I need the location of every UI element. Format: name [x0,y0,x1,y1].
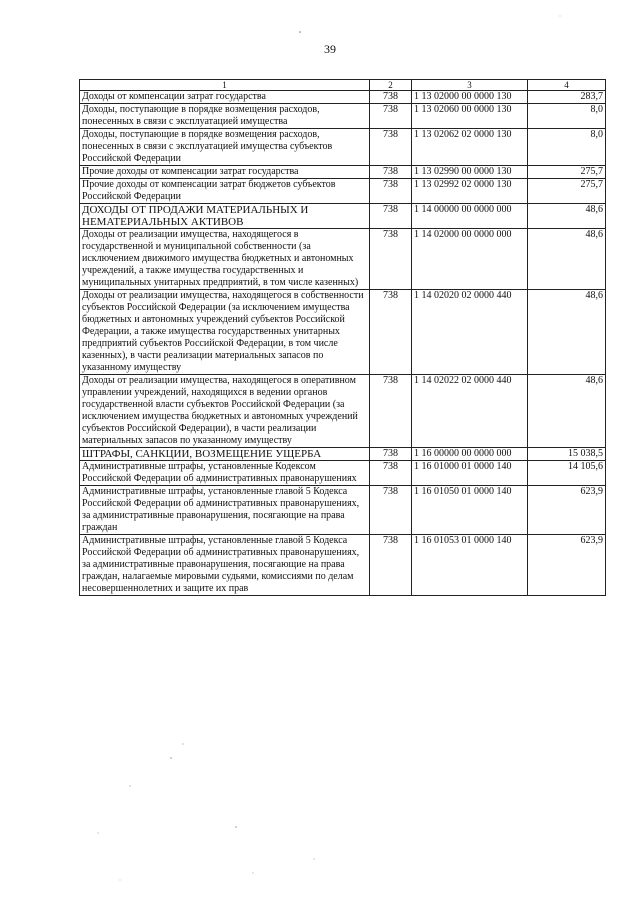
row-name-cell: Административные штрафы, установленные Кодексом Российской Федерации об административных правонарушениях [80,461,370,486]
row-name-cell: Доходы, поступающие в порядке возмещения расходов, понесенных в связи с эксплуатацией имущества [80,104,370,129]
row-code-cell: 738 [370,448,412,461]
row-kbk-cell: 1 14 02020 02 0000 440 [412,290,528,375]
row-code-cell: 738 [370,204,412,229]
row-kbk-cell: 1 13 02062 02 0000 130 [412,129,528,166]
row-name-cell: ШТРАФЫ, САНКЦИИ, ВОЗМЕЩЕНИЕ УЩЕРБА [80,448,370,461]
row-sum-cell: 623,9 [528,535,606,596]
row-code-cell: 738 [370,535,412,596]
row-kbk-cell: 1 13 02000 00 0000 130 [412,91,528,104]
row-code-cell: 738 [370,166,412,179]
table-row [80,229,606,290]
row-sum-cell: 275,7 [528,166,606,179]
row-sum-cell: 8,0 [528,104,606,129]
row-name-cell: Доходы от реализации имущества, находящегося в оперативном управлении учреждений, находящихся в ведении органов государственной власти субъектов Российской Федерации (за исключением имущества бюджетных и автономных учреждений субъектов Российской Федерации), в части реализации материальных запасов по указанному имуществу [80,375,370,448]
column-header: 2 [370,80,412,91]
row-sum-cell: 48,6 [528,229,606,290]
table-row [80,375,606,448]
row-sum-cell: 275,7 [528,179,606,204]
row-kbk-cell: 1 16 00000 00 0000 000 [412,448,528,461]
row-name-cell: Прочие доходы от компенсации затрат бюджетов субъектов Российской Федерации [80,179,370,204]
row-name-cell: Доходы от реализации имущества, находящегося в государственной и муниципальной собственности (за исключением движимого имущества бюджетных и автономных учреждений, а также имущества государственных и муниципальных унитарных предприятий, в том числе казенных) [80,229,370,290]
row-kbk-cell: 1 16 01000 01 0000 140 [412,461,528,486]
column-header: 4 [528,80,606,91]
page-number: 39 [324,42,336,56]
row-sum-cell: 48,6 [528,204,606,229]
row-kbk-cell: 1 16 01050 01 0000 140 [412,486,528,535]
table-row [80,166,606,179]
row-kbk-cell: 1 14 02000 00 0000 000 [412,229,528,290]
row-kbk-cell: 1 14 02022 02 0000 440 [412,375,528,448]
row-code-cell: 738 [370,104,412,129]
row-kbk-cell: 1 13 02992 02 0000 130 [412,179,528,204]
row-code-cell: 738 [370,91,412,104]
row-sum-cell: 48,6 [528,375,606,448]
row-code-cell: 738 [370,129,412,166]
row-name-cell: Прочие доходы от компенсации затрат государства [80,166,370,179]
row-code-cell: 738 [370,486,412,535]
row-name-cell: ДОХОДЫ ОТ ПРОДАЖИ МАТЕРИАЛЬНЫХ И НЕМАТЕРИАЛЬНЫХ АКТИВОВ [80,204,370,229]
revenue-table [79,79,606,596]
table-row [80,486,606,535]
table-header-row [80,80,606,91]
table-row [80,204,606,229]
table-row [80,179,606,204]
row-sum-cell: 283,7 [528,91,606,104]
row-name-cell: Доходы от реализации имущества, находящегося в собственности субъектов Российской Федерации (за исключением имущества бюджетных и автономных учреждений субъектов Российской Федерации, а также имущества государственных унитарных предприятий субъектов Российской Федерации, в том числе казенных), в части реализации материальных запасов по указанному имуществу [80,290,370,375]
row-code-cell: 738 [370,290,412,375]
row-code-cell: 738 [370,375,412,448]
row-sum-cell: 8,0 [528,129,606,166]
row-sum-cell: 14 105,6 [528,461,606,486]
row-name-cell: Административные штрафы, установленные главой 5 Кодекса Российской Федерации об административных правонарушениях, за административные правонарушения, посягающие на права граждан, налагаемые мировыми судьями, комиссиями по делам несовершеннолетних и защите их прав [80,535,370,596]
row-name-cell: Административные штрафы, установленные главой 5 Кодекса Российской Федерации об административных правонарушениях, за административные правонарушения, посягающие на права граждан [80,486,370,535]
row-kbk-cell: 1 16 01053 01 0000 140 [412,535,528,596]
row-kbk-cell: 1 13 02060 00 0000 130 [412,104,528,129]
column-header: 1 [80,80,370,91]
column-header: 3 [412,80,528,91]
row-sum-cell: 48,6 [528,290,606,375]
table-row [80,91,606,104]
table-row [80,448,606,461]
row-name-cell: Доходы от компенсации затрат государства [80,91,370,104]
row-name-cell: Доходы, поступающие в порядке возмещения расходов, понесенных в связи с эксплуатацией имущества субъектов Российской Федерации [80,129,370,166]
table-row [80,535,606,596]
table-row [80,104,606,129]
row-kbk-cell: 1 14 00000 00 0000 000 [412,204,528,229]
table-row [80,290,606,375]
row-sum-cell: 623,9 [528,486,606,535]
row-kbk-cell: 1 13 02990 00 0000 130 [412,166,528,179]
row-code-cell: 738 [370,229,412,290]
row-code-cell: 738 [370,179,412,204]
row-code-cell: 738 [370,461,412,486]
table-row [80,129,606,166]
row-sum-cell: 15 038,5 [528,448,606,461]
table-row [80,461,606,486]
